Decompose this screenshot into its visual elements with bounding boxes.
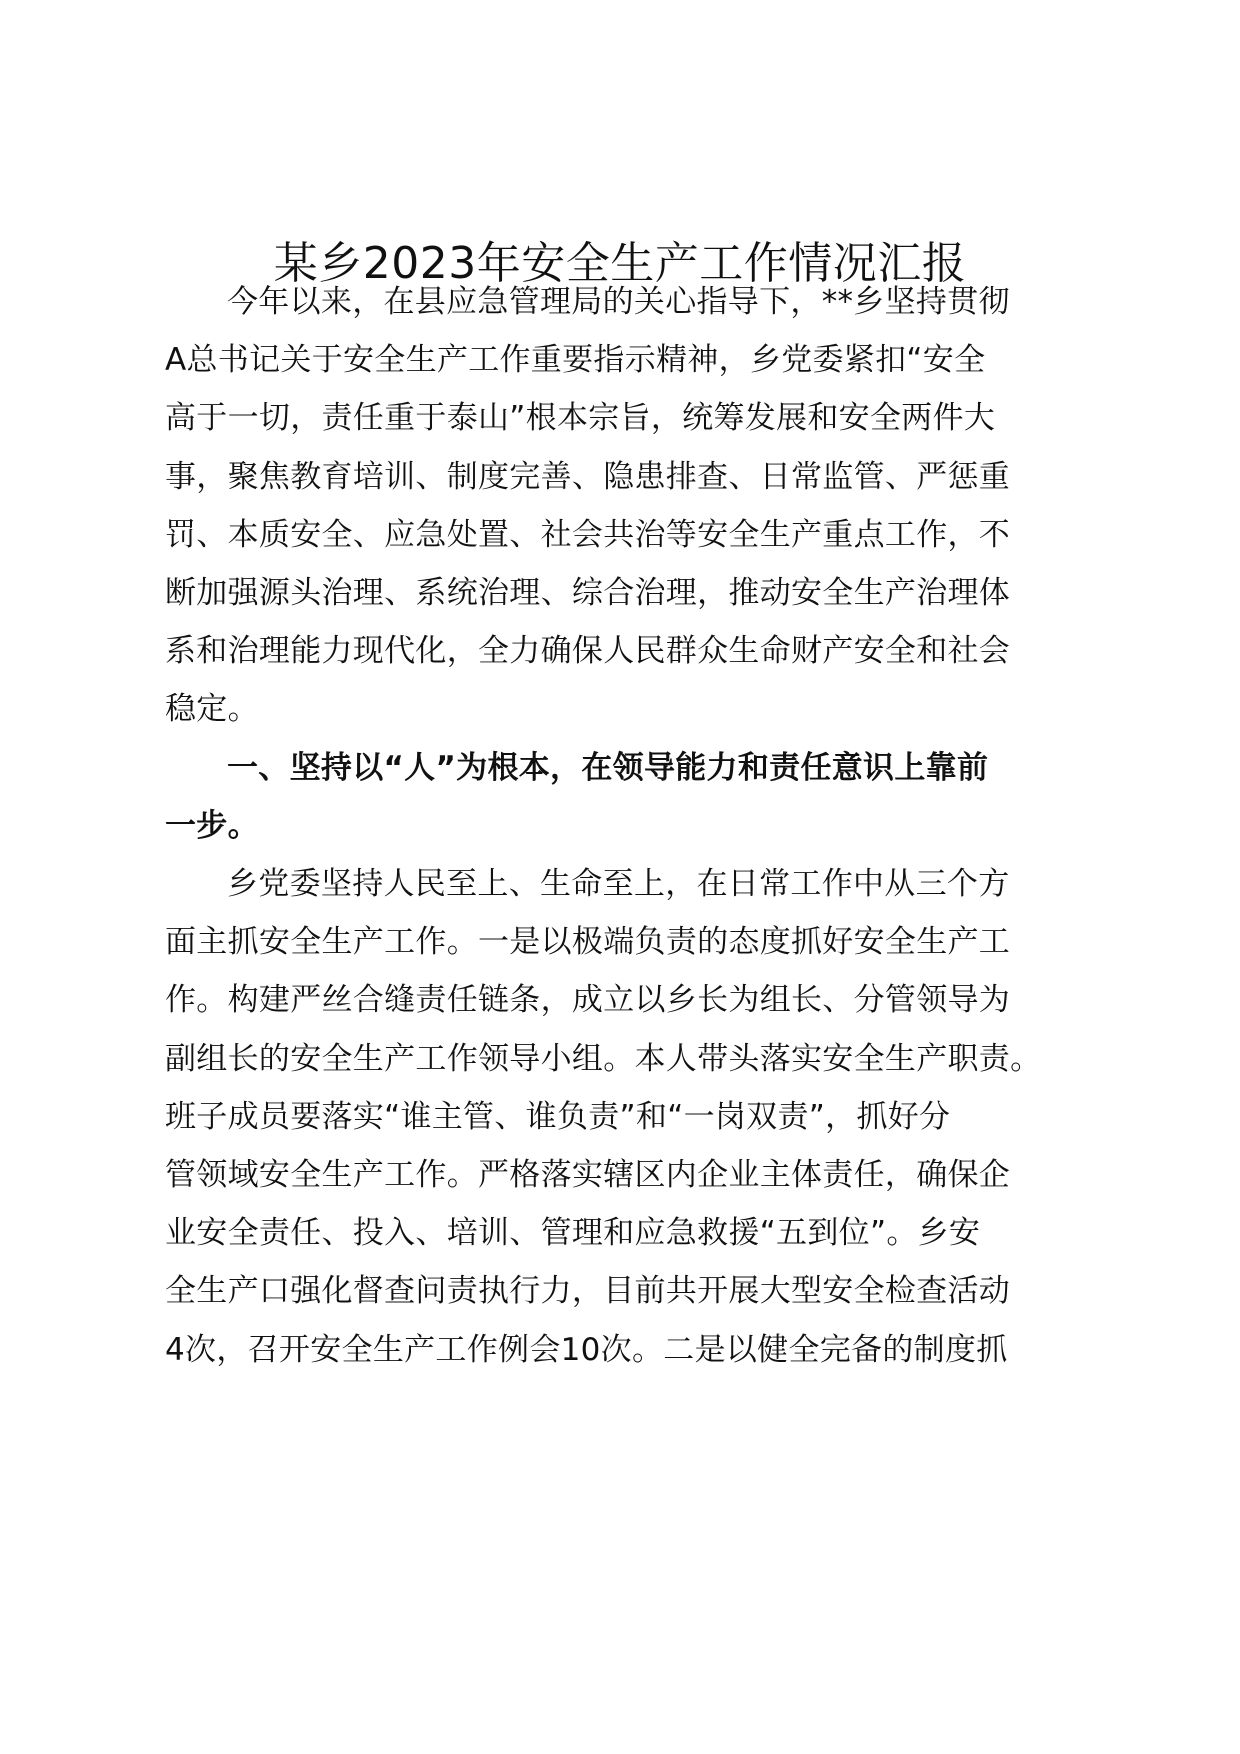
body-text-line: 副组长的安全生产工作领导小组。本人带头落实安全生产职责。	[165, 1041, 1042, 1077]
body-text-line: 断加强源头治理、系统治理、综合治理，推动安全生产治理体	[165, 575, 1011, 611]
body-text-line: 高于一切，责任重于泰山”根本宗旨，统筹发展和安全两件大	[165, 400, 996, 436]
body-text-line: 今年以来，在县应急管理局的关心指导下，**乡坚持贯彻	[227, 284, 1010, 320]
body-text-line: 全生产口强化督查问责执行力，目前共开展大型安全检查活动	[165, 1273, 1011, 1309]
body-text-line: A总书记关于安全生产工作重要指示精神，乡党委紧扣“安全	[165, 342, 986, 378]
body-text-line: 系和治理能力现代化，全力确保人民群众生命财产安全和社会	[165, 633, 1011, 669]
body-text-line: 面主抓安全生产工作。一是以极端负责的态度抓好安全生产工	[165, 924, 1011, 960]
body-text-line: 事，聚焦教育培训、制度完善、隐患排查、日常监管、严惩重	[165, 459, 1011, 495]
body-text-line: 4次，召开安全生产工作例会10次。二是以健全完备的制度抓	[165, 1332, 1008, 1368]
section-heading-line: 一、坚持以“人”为根本，在领导能力和责任意识上靠前	[227, 750, 989, 786]
body-text-line: 管领域安全生产工作。严格落实辖区内企业主体责任，确保企	[165, 1157, 1011, 1193]
body-text-line: 罚、本质安全、应急处置、社会共治等安全生产重点工作，不	[165, 517, 1011, 553]
body-text-line: 乡党委坚持人民至上、生命至上，在日常工作中从三个方	[227, 866, 1010, 902]
body-text-line: 稳定。	[165, 691, 259, 727]
body-text-line: 班子成员要落实“谁主管、谁负责”和“一岗双责”，抓好分	[165, 1099, 951, 1135]
section-heading-line: 一步。	[165, 808, 259, 844]
document-title: 某乡2023年安全生产工作情况汇报	[273, 238, 967, 289]
body-text-line: 作。构建严丝合缝责任链条，成立以乡长为组长、分管领导为	[165, 982, 1011, 1018]
body-text-line: 业安全责任、投入、培训、管理和应急救援“五到位”。乡安	[165, 1215, 981, 1251]
